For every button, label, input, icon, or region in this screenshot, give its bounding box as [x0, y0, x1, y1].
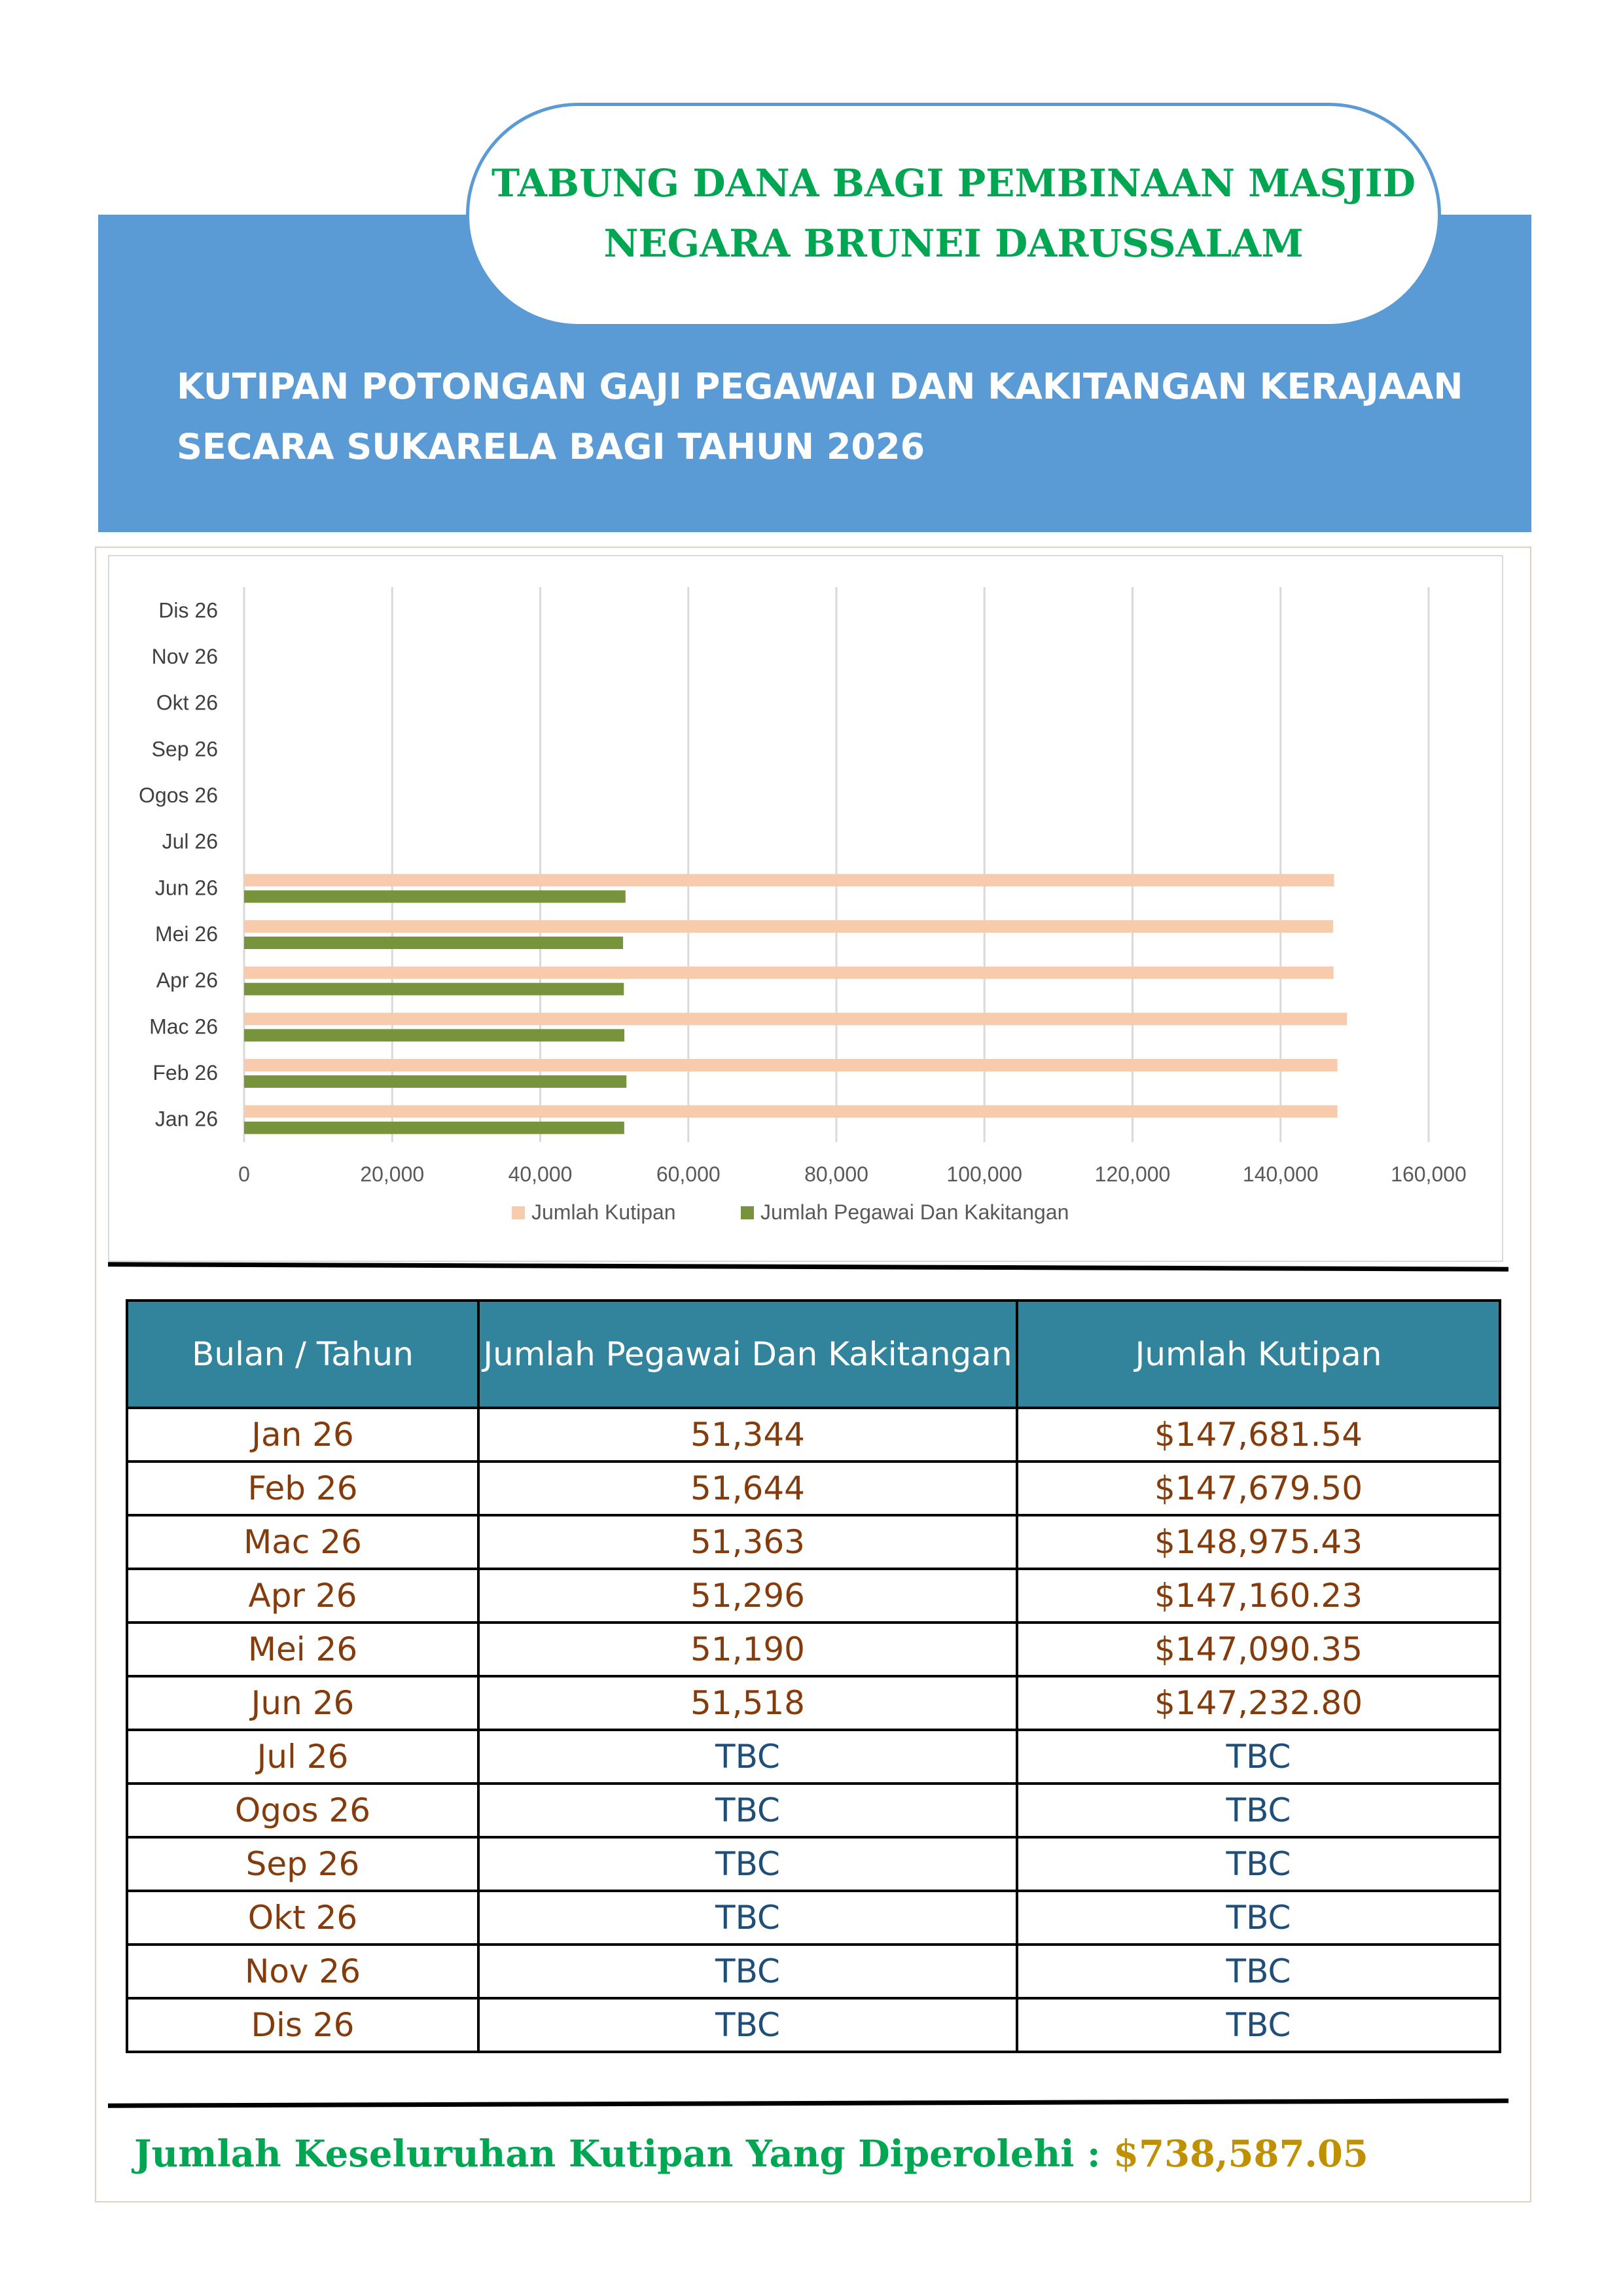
title-line-1: TABUNG DANA BAGI PEMBINAAN MASJID [491, 161, 1416, 206]
y-category-label: Sep 26 [151, 737, 218, 761]
table-row [127, 1945, 1500, 1998]
cell-kutipan: TBC [1017, 1730, 1500, 1784]
header-pegawai: Jumlah Pegawai Dan Kakitangan [478, 1300, 1017, 1408]
cell-bulan: Jan 26 [127, 1408, 478, 1462]
legend-swatch [512, 1206, 525, 1219]
bar-jumlah-kutipan [244, 1105, 1338, 1118]
y-category-label: Mac 26 [149, 1014, 218, 1039]
total-label: Jumlah Keseluruhan Kutipan Yang Diperolehi : [134, 2132, 1101, 2176]
cell-pegawai: TBC [478, 1945, 1017, 1998]
x-tick-label: 120,000 [1094, 1162, 1171, 1186]
bar-jumlah-pegawai [244, 983, 624, 996]
x-tick-label: 160,000 [1391, 1162, 1467, 1186]
chart-container [108, 555, 1503, 1262]
subtitle-line-1: KUTIPAN POTONGAN GAJI PEGAWAI DAN KAKITANGAN KERAJAAN [177, 366, 1463, 407]
cell-bulan: Ogos 26 [127, 1784, 478, 1837]
x-tick-label: 80,000 [804, 1162, 868, 1186]
cell-pegawai: TBC [478, 1998, 1017, 2052]
cell-pegawai: 51,190 [478, 1623, 1017, 1676]
y-category-label: Nov 26 [151, 645, 218, 668]
x-tick-label: 60,000 [656, 1162, 721, 1186]
cell-kutipan: $147,160.23 [1017, 1569, 1500, 1623]
y-category-label: Jan 26 [154, 1107, 218, 1131]
cell-kutipan: $147,681.54 [1017, 1408, 1500, 1462]
cell-kutipan: TBC [1017, 1998, 1500, 2052]
bar-jumlah-pegawai [244, 1122, 624, 1134]
subtitle-line-2: SECARA SUKARELA BAGI TAHUN 2026 [177, 426, 925, 467]
cell-pegawai: 51,344 [478, 1408, 1017, 1462]
table-row [127, 1515, 1500, 1569]
cell-pegawai: 51,296 [478, 1569, 1017, 1623]
cell-kutipan: $147,090.35 [1017, 1623, 1500, 1676]
cell-pegawai: TBC [478, 1891, 1017, 1945]
bar-jumlah-kutipan [244, 1013, 1347, 1025]
cell-pegawai: TBC [478, 1784, 1017, 1837]
legend-swatch [741, 1206, 754, 1219]
bar-jumlah-pegawai [244, 1029, 624, 1041]
cell-pegawai: 51,363 [478, 1515, 1017, 1569]
y-category-label: Apr 26 [156, 968, 218, 992]
table-row [127, 1569, 1500, 1623]
table-row [127, 1462, 1500, 1515]
table-row [127, 1408, 1500, 1462]
cell-kutipan: TBC [1017, 1945, 1500, 1998]
y-category-label: Ogos 26 [139, 783, 218, 807]
table-row [127, 1837, 1500, 1891]
cell-bulan: Dis 26 [127, 1998, 478, 2052]
cell-kutipan: $147,679.50 [1017, 1462, 1500, 1515]
cell-kutipan: TBC [1017, 1784, 1500, 1837]
cell-bulan: Mei 26 [127, 1623, 478, 1676]
y-category-label: Mei 26 [154, 922, 218, 946]
y-category-label: Dis 26 [158, 598, 218, 622]
cell-pegawai: 51,644 [478, 1462, 1017, 1515]
y-category-label: Feb 26 [152, 1061, 218, 1085]
cell-kutipan: $147,232.80 [1017, 1676, 1500, 1730]
bar-jumlah-kutipan [244, 1059, 1338, 1071]
cell-bulan: Nov 26 [127, 1945, 478, 1998]
cell-bulan: Apr 26 [127, 1569, 478, 1623]
y-category-label: Okt 26 [156, 691, 218, 715]
cell-bulan: Jun 26 [127, 1676, 478, 1730]
cell-bulan: Jul 26 [127, 1730, 478, 1784]
cell-bulan: Mac 26 [127, 1515, 478, 1569]
bar-chart [109, 556, 1502, 1261]
title-pill [466, 103, 1441, 327]
table-row [127, 1676, 1500, 1730]
table-row [127, 1891, 1500, 1945]
table-row [127, 1730, 1500, 1784]
bar-jumlah-pegawai [244, 937, 623, 949]
bar-jumlah-kutipan [244, 967, 1334, 979]
legend-label: Jumlah Pegawai Dan Kakitangan [760, 1200, 1069, 1224]
cell-kutipan: TBC [1017, 1891, 1500, 1945]
x-tick-label: 100,000 [946, 1162, 1023, 1186]
cell-bulan: Feb 26 [127, 1462, 478, 1515]
bar-jumlah-kutipan [244, 874, 1334, 886]
x-tick-label: 40,000 [508, 1162, 573, 1186]
data-table [126, 1299, 1501, 2053]
cell-kutipan: $148,975.43 [1017, 1515, 1500, 1569]
x-tick-label: 0 [238, 1162, 250, 1186]
title-line-2: NEGARA BRUNEI DARUSSALAM [603, 221, 1304, 266]
x-tick-label: 140,000 [1242, 1162, 1319, 1186]
header-kutipan: Jumlah Kutipan [1017, 1300, 1500, 1408]
table-row [127, 1998, 1500, 2052]
cell-bulan: Sep 26 [127, 1837, 478, 1891]
header-bulan: Bulan / Tahun [127, 1300, 478, 1408]
cell-pegawai: TBC [478, 1730, 1017, 1784]
bar-jumlah-pegawai [244, 890, 626, 903]
cell-kutipan: TBC [1017, 1837, 1500, 1891]
cell-pegawai: TBC [478, 1837, 1017, 1891]
table-row [127, 1623, 1500, 1676]
table-header-row [127, 1300, 1500, 1408]
total-value: $738,587.05 [1113, 2132, 1368, 2176]
cell-bulan: Okt 26 [127, 1891, 478, 1945]
table-row [127, 1784, 1500, 1837]
x-tick-label: 20,000 [360, 1162, 425, 1186]
y-category-label: Jul 26 [162, 829, 218, 853]
cell-pegawai: 51,518 [478, 1676, 1017, 1730]
bar-jumlah-pegawai [244, 1075, 626, 1088]
y-category-label: Jun 26 [154, 876, 218, 900]
subtitle [177, 357, 1486, 477]
total-line [134, 2132, 1508, 2176]
bar-jumlah-kutipan [244, 920, 1333, 933]
legend-label: Jumlah Kutipan [531, 1200, 676, 1224]
